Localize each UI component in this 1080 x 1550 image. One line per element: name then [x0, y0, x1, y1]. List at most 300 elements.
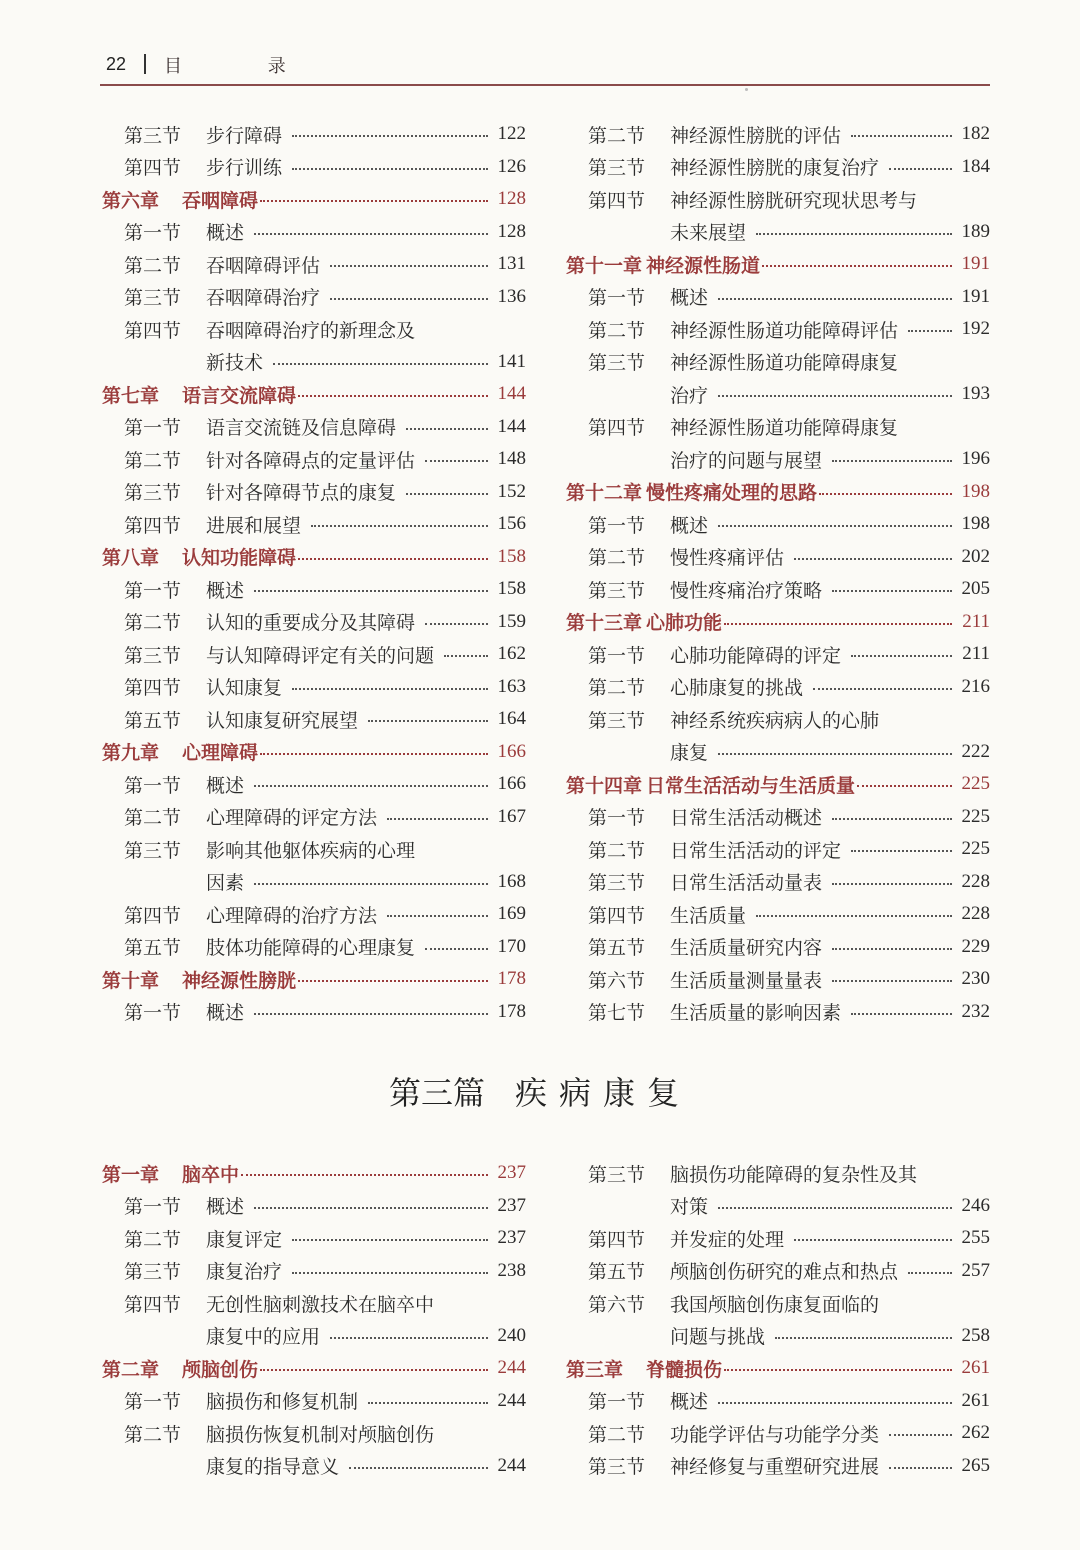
dot-leader	[889, 1426, 952, 1436]
entry-page-number: 166	[497, 740, 526, 762]
toc-section-entry[interactable]	[102, 248, 526, 281]
toc-section-entry[interactable]	[566, 703, 990, 736]
toc-column-bottom-left	[102, 1157, 526, 1482]
dot-leader	[368, 712, 488, 722]
entry-page-number: 228	[961, 870, 990, 892]
entry-title: 问题与挑战	[670, 1326, 766, 1349]
toc-section-entry[interactable]	[102, 443, 526, 476]
dot-leader	[718, 387, 952, 397]
dot-leader	[775, 1329, 952, 1339]
dot-leader	[756, 225, 952, 235]
dot-leader	[254, 777, 488, 787]
toc-chapter-entry[interactable]	[102, 541, 526, 574]
dot-leader	[832, 875, 952, 885]
dot-leader	[718, 517, 952, 527]
toc-entry-continuation[interactable]	[566, 1190, 990, 1223]
toc-section-entry[interactable]	[566, 508, 990, 541]
running-title: 目 录	[164, 56, 326, 77]
toc-chapter-entry[interactable]	[566, 248, 990, 281]
toc-section-entry[interactable]	[566, 1157, 990, 1190]
toc-section-entry[interactable]	[102, 1385, 526, 1418]
entry-title: 概述	[670, 514, 709, 537]
toc-section-entry[interactable]	[102, 118, 526, 151]
toc-section-entry[interactable]	[102, 1190, 526, 1223]
entry-page-number: 237	[497, 1194, 526, 1216]
entry-title: 神经系统疾病病人的心肺	[670, 709, 880, 732]
dot-leader	[851, 1005, 952, 1015]
entry-page-number: 128	[497, 220, 526, 242]
entry-title: 神经源性肠道功能障碍评估	[670, 319, 899, 342]
dot-leader	[273, 355, 488, 365]
entry-number: 第十章	[102, 969, 160, 992]
entry-page-number: 164	[497, 708, 526, 730]
entry-number: 第三章	[566, 1358, 624, 1381]
entry-title: 与认知障碍评定有关的问题	[206, 644, 435, 667]
toc-chapter-entry[interactable]	[102, 378, 526, 411]
toc-section-entry[interactable]	[102, 671, 526, 704]
toc-section-entry[interactable]	[102, 1222, 526, 1255]
toc-chapter-entry[interactable]	[102, 1157, 526, 1190]
entry-page-number: 148	[497, 448, 526, 470]
toc-section-entry[interactable]	[566, 898, 990, 931]
toc-chapter-entry[interactable]	[102, 1352, 526, 1385]
toc-section-entry[interactable]	[102, 151, 526, 184]
entry-number: 第三节	[588, 1456, 646, 1479]
entry-page-number: 198	[961, 480, 990, 502]
toc-section-entry[interactable]	[566, 801, 990, 834]
entry-title: 康复治疗	[206, 1261, 283, 1284]
entry-page-number: 225	[961, 838, 990, 860]
entry-page-number: 222	[961, 740, 990, 762]
entry-title: 慢性疼痛处理的思路	[646, 482, 818, 505]
dot-leader	[330, 1329, 488, 1339]
entry-number: 第二节	[588, 319, 646, 342]
entry-page-number: 193	[961, 383, 990, 405]
entry-page-number: 232	[961, 1000, 990, 1022]
entry-page-number: 225	[961, 805, 990, 827]
entry-title: 脊髓损伤	[646, 1358, 723, 1381]
dot-leader	[292, 160, 488, 170]
entry-number: 第一节	[124, 1391, 182, 1414]
entry-title: 慢性疼痛治疗策略	[670, 579, 823, 602]
toc-section-entry[interactable]	[566, 1417, 990, 1450]
entry-title: 神经修复与重塑研究进展	[670, 1456, 880, 1479]
entry-title: 神经源性肠道功能障碍康复	[670, 352, 899, 375]
entry-title: 慢性疼痛评估	[670, 547, 785, 570]
entry-title: 康复的指导意义	[206, 1456, 340, 1479]
dot-leader	[832, 452, 952, 462]
entry-title: 心理障碍	[182, 742, 259, 765]
toc-section-entry[interactable]	[566, 1287, 990, 1320]
entry-title: 生活质量	[670, 904, 747, 927]
dot-leader	[292, 1231, 488, 1241]
entry-title: 肢体功能障碍的心理康复	[206, 937, 416, 960]
toc-section-entry[interactable]	[102, 833, 526, 866]
entry-page-number: 246	[961, 1194, 990, 1216]
entry-title: 步行训练	[206, 157, 283, 180]
entry-number: 第四节	[588, 904, 646, 927]
entry-page-number: 166	[497, 773, 526, 795]
toc-chapter-entry[interactable]	[102, 736, 526, 769]
toc-chapter-entry[interactable]	[566, 768, 990, 801]
dot-leader	[368, 1394, 488, 1404]
dot-leader	[819, 485, 952, 495]
entry-title: 脑损伤功能障碍的复杂性及其	[670, 1163, 918, 1186]
entry-number: 第六节	[588, 1293, 646, 1316]
entry-number: 第一章	[102, 1163, 160, 1186]
toc-section-entry[interactable]	[102, 573, 526, 606]
entry-page-number: 240	[497, 1324, 526, 1346]
entry-number: 第七章	[102, 384, 160, 407]
toc-section-entry[interactable]	[102, 931, 526, 964]
entry-title: 概述	[206, 222, 245, 245]
entry-page-number: 237	[497, 1162, 526, 1184]
entry-number: 第五节	[588, 1261, 646, 1284]
toc-section-entry[interactable]	[566, 963, 990, 996]
entry-title: 未来展望	[670, 222, 747, 245]
entry-number: 第一节	[588, 1391, 646, 1414]
entry-title: 概述	[206, 579, 245, 602]
toc-entry-continuation[interactable]	[102, 1450, 526, 1483]
toc-entry-continuation[interactable]	[566, 736, 990, 769]
dot-leader	[292, 680, 488, 690]
dot-leader	[718, 290, 952, 300]
entry-number: 第二节	[588, 677, 646, 700]
entry-page-number: 152	[497, 480, 526, 502]
entry-page-number: 211	[962, 643, 990, 665]
dot-leader	[292, 1264, 488, 1274]
entry-number: 第五节	[124, 709, 182, 732]
entry-number: 第七节	[588, 1002, 646, 1025]
toc-section-entry[interactable]	[102, 476, 526, 509]
entry-page-number: 262	[961, 1422, 990, 1444]
entry-number: 第一节	[588, 807, 646, 830]
entry-title: 概述	[206, 1196, 245, 1219]
entry-title: 神经源性膀胱的康复治疗	[670, 157, 880, 180]
toc-section-entry[interactable]	[566, 411, 990, 444]
entry-title: 对策	[670, 1196, 709, 1219]
part-label: 第三篇	[388, 1074, 485, 1112]
entry-page-number: 141	[497, 350, 526, 372]
toc-section-entry[interactable]	[566, 183, 990, 216]
toc-section-entry[interactable]	[566, 281, 990, 314]
entry-title: 针对各障碍点的定量评估	[206, 449, 416, 472]
entry-title: 无创性脑刺激技术在脑卒中	[206, 1293, 435, 1316]
entry-page-number: 225	[961, 773, 990, 795]
entry-number: 第十四章	[566, 774, 643, 797]
dot-leader	[718, 1199, 952, 1209]
entry-number: 第三节	[124, 124, 182, 147]
entry-number: 第四节	[588, 1228, 646, 1251]
toc-section-entry[interactable]	[102, 1255, 526, 1288]
entry-title: 认知的重要成分及其障碍	[206, 612, 416, 635]
toc-section-entry[interactable]	[566, 1450, 990, 1483]
entry-number: 第四节	[588, 189, 646, 212]
dot-leader	[387, 907, 488, 917]
entry-number: 第五节	[124, 937, 182, 960]
entry-title: 吞咽障碍治疗的新理念及	[206, 319, 416, 342]
dot-leader	[241, 1166, 488, 1176]
toc-chapter-entry[interactable]	[566, 606, 990, 639]
entry-page-number: 158	[497, 545, 526, 567]
entry-page-number: 122	[497, 123, 526, 145]
entry-number: 第一节	[588, 644, 646, 667]
entry-page-number: 205	[961, 578, 990, 600]
page-header	[100, 48, 990, 86]
entry-title: 颅脑创伤	[182, 1358, 259, 1381]
dot-leader	[425, 615, 488, 625]
entry-title: 日常生活活动的评定	[670, 839, 842, 862]
entry-title: 语言交流链及信息障碍	[206, 417, 397, 440]
toc-section-entry[interactable]	[102, 281, 526, 314]
entry-title: 生活质量测量量表	[670, 969, 823, 992]
toc-section-entry[interactable]	[566, 1255, 990, 1288]
page-number: 22	[106, 54, 127, 74]
dot-leader	[813, 680, 952, 690]
entry-title: 步行障碍	[206, 124, 283, 147]
entry-title: 概述	[670, 287, 709, 310]
toc-section-entry[interactable]	[102, 508, 526, 541]
dot-leader	[406, 485, 488, 495]
entry-title: 心肺功能障碍的评定	[670, 644, 842, 667]
entry-page-number: 202	[961, 545, 990, 567]
entry-title: 并发症的处理	[670, 1228, 785, 1251]
entry-page-number: 230	[961, 968, 990, 990]
entry-page-number: 178	[497, 968, 526, 990]
toc-section-entry[interactable]	[102, 313, 526, 346]
entry-number: 第一节	[588, 514, 646, 537]
toc-chapter-entry[interactable]	[566, 476, 990, 509]
entry-number: 第二章	[102, 1358, 160, 1381]
entry-number: 第十一章	[566, 254, 643, 277]
toc-section-entry[interactable]	[102, 801, 526, 834]
entry-number: 第一节	[124, 579, 182, 602]
entry-title: 生活质量研究内容	[670, 937, 823, 960]
entry-number: 第一节	[124, 222, 182, 245]
dot-leader	[762, 257, 952, 267]
entry-number: 第一节	[124, 774, 182, 797]
dot-leader	[260, 1361, 488, 1371]
entry-number: 第三节	[588, 709, 646, 732]
part-name: 疾病康复	[515, 1074, 692, 1112]
entry-page-number: 211	[962, 610, 990, 632]
entry-number: 第二节	[124, 1228, 182, 1251]
entry-title: 因素	[206, 872, 245, 895]
toc-entry-continuation[interactable]	[566, 378, 990, 411]
entry-title: 治疗	[670, 384, 709, 407]
entry-page-number: 196	[961, 448, 990, 470]
entry-title: 日常生活活动概述	[670, 807, 823, 830]
entry-page-number: 238	[497, 1259, 526, 1281]
entry-page-number: 158	[497, 578, 526, 600]
entry-title: 认知功能障碍	[182, 547, 297, 570]
toc-entry-continuation[interactable]	[566, 216, 990, 249]
toc-section-entry[interactable]	[566, 931, 990, 964]
entry-title: 认知康复研究展望	[206, 709, 359, 732]
entry-number: 第三节	[124, 482, 182, 505]
entry-number: 第三节	[588, 1163, 646, 1186]
toc-section-entry[interactable]	[102, 411, 526, 444]
toc-section-entry[interactable]	[566, 1222, 990, 1255]
entry-page-number: 261	[961, 1357, 990, 1379]
entry-number: 第二节	[124, 1423, 182, 1446]
dot-leader	[254, 875, 488, 885]
toc-section-entry[interactable]	[566, 346, 990, 379]
entry-page-number: 229	[961, 935, 990, 957]
entry-number: 第十二章	[566, 482, 643, 505]
toc-column-top-right	[566, 118, 990, 1028]
toc-section-entry[interactable]	[102, 768, 526, 801]
entry-number: 第三节	[124, 644, 182, 667]
entry-page-number: 237	[497, 1227, 526, 1249]
toc-section-entry[interactable]	[102, 1287, 526, 1320]
dot-leader	[349, 1459, 488, 1469]
entry-title: 进展和展望	[206, 514, 302, 537]
page-speck	[745, 88, 748, 91]
dot-leader	[425, 452, 488, 462]
toc-section-entry[interactable]	[102, 703, 526, 736]
entry-page-number: 189	[961, 220, 990, 242]
entry-page-number: 126	[497, 155, 526, 177]
toc-section-entry[interactable]	[566, 638, 990, 671]
toc-section-entry[interactable]	[566, 1385, 990, 1418]
toc-section-entry[interactable]	[102, 1417, 526, 1450]
entry-page-number: 228	[961, 903, 990, 925]
entry-title: 影响其他躯体疾病的心理	[206, 839, 416, 862]
entry-number: 第二节	[124, 807, 182, 830]
dot-leader	[406, 420, 488, 430]
entry-title: 神经源性肠道功能障碍康复	[670, 417, 899, 440]
toc-section-entry[interactable]	[102, 638, 526, 671]
entry-page-number: 192	[961, 318, 990, 340]
dot-leader	[832, 972, 952, 982]
entry-title: 日常生活活动量表	[670, 872, 823, 895]
entry-number: 第十三章	[566, 612, 643, 635]
toc-section-entry[interactable]	[566, 996, 990, 1029]
entry-title: 日常生活活动与生活质量	[646, 774, 856, 797]
entry-page-number: 191	[961, 285, 990, 307]
entry-number: 第二节	[124, 449, 182, 472]
dot-leader	[260, 192, 488, 202]
toc-section-entry[interactable]	[102, 606, 526, 639]
entry-title: 脑卒中	[182, 1163, 240, 1186]
toc-entry-continuation[interactable]	[102, 1320, 526, 1353]
dot-leader	[298, 387, 488, 397]
entry-page-number: 261	[961, 1389, 990, 1411]
dot-leader	[254, 1199, 488, 1209]
entry-title: 概述	[670, 1391, 709, 1414]
part-title	[0, 1068, 1080, 1114]
entry-title: 心肺康复的挑战	[670, 677, 804, 700]
dot-leader	[254, 225, 488, 235]
dot-leader	[851, 127, 952, 137]
entry-title: 我国颅脑创伤康复面临的	[670, 1293, 880, 1316]
entry-page-number: 257	[961, 1259, 990, 1281]
entry-title: 认知康复	[206, 677, 283, 700]
toc-entry-continuation[interactable]	[566, 443, 990, 476]
entry-title: 吞咽障碍评估	[206, 254, 321, 277]
dot-leader	[889, 160, 952, 170]
entry-title: 神经源性膀胱的评估	[670, 124, 842, 147]
entry-page-number: 169	[497, 903, 526, 925]
entry-title: 神经源性膀胱研究现状思考与	[670, 189, 918, 212]
toc-section-entry[interactable]	[102, 898, 526, 931]
entry-page-number: 216	[961, 675, 990, 697]
toc-section-entry[interactable]	[566, 541, 990, 574]
toc-section-entry[interactable]	[566, 151, 990, 184]
entry-number: 第二节	[588, 839, 646, 862]
toc-section-entry[interactable]	[566, 118, 990, 151]
entry-page-number: 168	[497, 870, 526, 892]
dot-leader	[718, 745, 952, 755]
entry-page-number: 182	[961, 123, 990, 145]
entry-number: 第四节	[124, 514, 182, 537]
entry-page-number: 170	[497, 935, 526, 957]
entry-page-number: 162	[497, 643, 526, 665]
entry-number: 第三节	[124, 839, 182, 862]
entry-number: 第九章	[102, 742, 160, 765]
dot-leader	[857, 777, 952, 787]
dot-leader	[908, 1264, 952, 1274]
toc-section-entry[interactable]	[566, 833, 990, 866]
dot-leader	[298, 972, 488, 982]
toc-column-top-left	[102, 118, 526, 1028]
dot-leader	[254, 1005, 488, 1015]
toc-entry-continuation[interactable]	[566, 1320, 990, 1353]
entry-title: 生活质量的影响因素	[670, 1002, 842, 1025]
dot-leader	[718, 1394, 952, 1404]
toc-section-entry[interactable]	[566, 671, 990, 704]
toc-section-entry[interactable]	[566, 573, 990, 606]
entry-title: 脑损伤和修复机制	[206, 1391, 359, 1414]
entry-page-number: 244	[497, 1357, 526, 1379]
toc-section-entry[interactable]	[102, 216, 526, 249]
entry-title: 颅脑创伤研究的难点和热点	[670, 1261, 899, 1284]
entry-number: 第四节	[124, 319, 182, 342]
entry-number: 第三节	[588, 872, 646, 895]
entry-number: 第六章	[102, 189, 160, 212]
entry-number: 第五节	[588, 937, 646, 960]
entry-title: 吞咽障碍	[182, 189, 259, 212]
dot-leader	[851, 647, 952, 657]
header-divider	[144, 54, 146, 74]
toc-entry-continuation[interactable]	[102, 866, 526, 899]
dot-leader	[851, 842, 952, 852]
entry-number: 第八章	[102, 547, 160, 570]
entry-page-number: 131	[497, 253, 526, 275]
entry-title: 概述	[206, 774, 245, 797]
toc-section-entry[interactable]	[566, 313, 990, 346]
toc-entry-continuation[interactable]	[102, 346, 526, 379]
toc-section-entry[interactable]	[102, 996, 526, 1029]
entry-number: 第一节	[124, 417, 182, 440]
entry-page-number: 255	[961, 1227, 990, 1249]
entry-title: 新技术	[206, 352, 264, 375]
toc-section-entry[interactable]	[566, 866, 990, 899]
entry-page-number: 191	[961, 253, 990, 275]
entry-number: 第三节	[588, 157, 646, 180]
toc-chapter-entry[interactable]	[566, 1352, 990, 1385]
dot-leader	[832, 810, 952, 820]
toc-chapter-entry[interactable]	[102, 963, 526, 996]
entry-page-number: 244	[497, 1454, 526, 1476]
toc-column-bottom-right	[566, 1157, 990, 1482]
entry-number: 第四节	[124, 677, 182, 700]
entry-page-number: 163	[497, 675, 526, 697]
toc-chapter-entry[interactable]	[102, 183, 526, 216]
entry-title: 康复	[670, 742, 709, 765]
entry-page-number: 178	[497, 1000, 526, 1022]
